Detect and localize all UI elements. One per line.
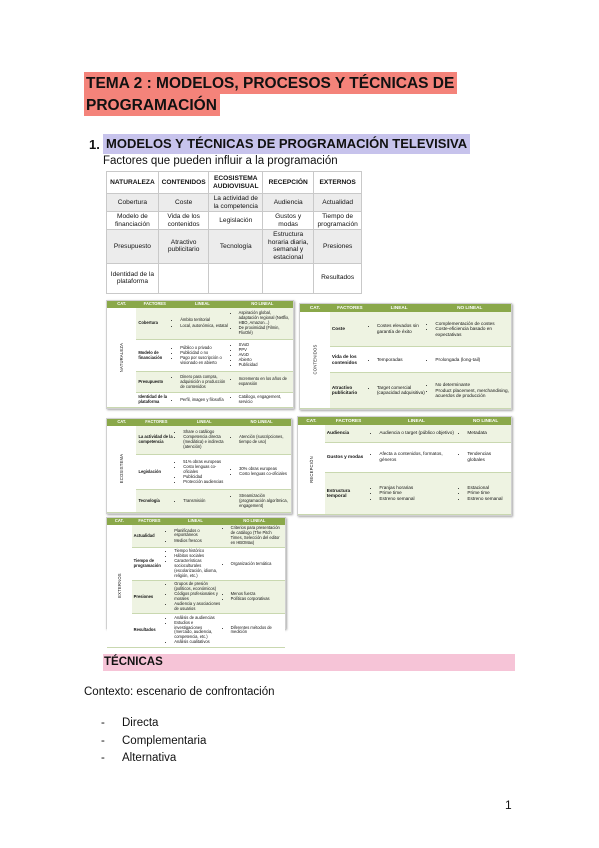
factor-cell: La actividad de la competencia [136,426,176,454]
detail-table-head [107,419,291,426]
detail-table-body [300,312,511,409]
detail-table-header: LINEAL [196,419,212,425]
externos-table [106,517,286,645]
bullet-list [226,526,283,546]
list-dash: - [101,717,105,729]
no-lineal-cell [428,312,511,347]
table-cell: Gustos y modas [263,212,314,230]
detail-table-header: FACTORES [143,301,166,307]
lineal-cell [372,425,460,442]
bullet-list [374,485,458,502]
factor-cell: Presupuesto [136,372,173,393]
detail-table-header: NO LINEAL [457,305,483,310]
detail-table-header-row [107,301,293,308]
factor-cell: Tecnología [136,490,176,513]
bullet-item: • Público o privado [180,346,229,351]
table-cell: Actualidad [314,194,362,212]
table-row [107,581,285,614]
detail-table-header-row [107,419,291,426]
bullet-list [169,582,221,612]
bullet-item: • Publicidad [239,363,291,368]
table-cell: La actividad de la competencia [209,194,263,212]
no-lineal-cell [232,392,293,407]
bullet-list [234,467,289,477]
category-label-cell [298,425,325,515]
bullet-list [169,549,221,579]
category-label: RECEPCIÓN [308,455,314,483]
detail-table-head [107,518,285,525]
bullet-item: • Atención (suscripciones, tiempo de uso) [239,435,289,445]
list-item-text: Alternativa [122,752,177,764]
factor-table-header: CONTENIDOS [158,172,209,194]
bullet-list [234,395,291,405]
bullet-item: • Costo lenguas co-oficiales [183,465,230,475]
list-item-text: Complementaria [122,735,207,747]
table-row [107,614,285,647]
lineal-cell [167,581,223,614]
factor-table [106,171,362,294]
factor-table-header: ECOSISTEMA AUDIOVISUAL [209,172,263,194]
detail-table-header: NO LINEAL [243,518,266,524]
detail-table [107,419,291,513]
list-item-text: Directa [122,717,159,729]
category-label: EXTERNOS [116,573,122,598]
factor-cell: Vida de los contenidos [330,347,370,372]
bullet-item: • Product placement, merchandising, acuerdos de producción [435,388,509,399]
bullet-item: • Análisis de audiencias [174,616,221,621]
no-lineal-cell [428,372,511,408]
bullet-item: • Planificados o espontáneos [174,529,221,539]
factor-cell: Atractivo publicitario [330,372,370,408]
bullet-list [430,357,509,363]
bullet-item: • De proximidad (Filmin, FlixOlé) [239,326,291,336]
detail-table-header: CAT. [309,305,320,310]
no-lineal-cell [232,339,293,372]
bullet-item: • Tiempo histórico [174,549,221,554]
lineal-cell [372,442,460,472]
no-lineal-cell [224,525,285,548]
lineal-cell [167,614,223,647]
bullet-item: • Diferentes métodos de medición [231,626,283,636]
no-lineal-cell [232,454,291,490]
bullet-item: • Características socioculturales (escolarización, idioma, religión, etc.) [174,559,221,579]
factor-cell: Tiempo de programación [132,548,168,581]
bullet-item: • Dinero para compra, adquisición o producción de contenidos [180,375,229,390]
lineal-cell [167,548,223,581]
bullet-item: • Complementación de costes [435,321,509,327]
bullet-list [175,375,229,390]
bullet-item: • Grupos de presión (políticos, económicos) [174,582,221,592]
bullet-item: • Organización temática [231,562,283,567]
table-cell [263,263,314,293]
lineal-cell [173,339,231,372]
bullet-list [178,430,230,450]
table-cell: Vida de los contenidos [158,212,209,230]
table-cell: Atractivo publicitario [158,230,209,263]
recepcion-table [297,416,512,516]
bullet-item: • Perfil, imagen y filosofía [180,398,229,403]
detail-table-header: FACTORES [335,418,362,423]
bullet-item: • Prime time [379,490,458,496]
detail-table-header: LINEAL [188,518,203,524]
bullet-item: • AVoD [239,353,291,358]
table-row [300,372,511,408]
table-cell: Identidad de la plataforma [107,263,159,293]
detail-table-header: CAT. [114,518,124,524]
bullet-item: • Metadata [467,430,509,436]
lineal-cell [173,308,231,339]
list-dash: - [101,735,105,747]
no-lineal-cell [232,372,293,393]
detail-table-head [298,417,511,425]
bullet-list [374,430,458,436]
table-cell: Modelo de financiación [107,212,159,230]
bullet-item: • Aspiración global, adaptación regional (Netflix, HBO, Amazon...) [239,311,291,326]
bullet-item: • Análisis cualitativos [174,640,221,645]
factor-cell: Resultados [132,614,168,647]
bullet-item: • Afecta a contenidos, formatos, géneros [379,451,458,462]
table-row [107,525,285,548]
bullet-list [226,562,283,567]
category-label-cell [107,426,136,513]
factor-cell: Coste [330,312,370,347]
table-row [300,312,511,347]
bullet-item: • Share o catálogo [183,430,230,435]
bullet-item: • Costo lenguas co-oficiales [239,472,289,477]
detail-table [300,304,511,409]
lineal-cell [176,490,232,513]
bullet-item: • Transmisión [183,499,230,504]
detail-table-header: LINEAL [407,418,425,423]
detail-table-body [107,426,291,513]
category-label: NATURALEZA [119,342,125,372]
section-number: 1. [89,137,100,152]
bullet-list [234,311,291,336]
lineal-cell [167,525,223,548]
detail-table-header-row [298,417,511,425]
bullet-list [178,460,230,485]
factors-subtitle: Factores que pueden influir a la programación [103,155,338,167]
factor-cell: Actualidad [132,525,168,548]
detail-table-head [300,304,511,312]
bullet-item: • Códigos profesionales y morales [174,592,221,602]
bullet-list [234,494,289,509]
no-lineal-cell [460,442,511,472]
bullet-item: • Competencia directa (mediática) e indirecta (atención) [183,435,230,450]
detail-table-header: FACTORES [138,518,161,524]
bullet-item: • Target comercial (capacidad adquisitiva) [377,385,427,396]
bullet-item: • Coste-eficiencia basado en expectativas [435,326,509,337]
bullet-item: • Políticas corporativas [231,597,283,602]
table-row [107,194,362,212]
detail-table-header: NO LINEAL [251,301,274,307]
factor-table-header: NATURALEZA [107,172,159,194]
category-label-cell [300,312,330,409]
detail-table-header: LINEAL [195,301,210,307]
detail-table-header-row [107,518,285,525]
table-row [107,263,362,293]
detail-table [107,518,285,648]
factor-cell: Cobertura [136,308,173,339]
lineal-cell [176,426,232,454]
table-row [298,472,511,514]
bullet-list [372,357,427,363]
bullet-item: • Ámbito territorial [180,318,229,323]
tecnicas-highlight-band [103,654,515,671]
bullet-item: • Audiencia o target (público objetivo) [379,430,458,436]
bullet-list [462,485,509,502]
no-lineal-cell [232,490,291,513]
table-row [107,548,285,581]
table-row [107,426,291,454]
bullet-item: • Protección audiencias [183,480,230,485]
table-cell: Resultados [314,263,362,293]
detail-table-header: NO LINEAL [473,418,499,423]
factor-cell: Estructura temporal [325,472,373,514]
bullet-item: • Estudios e investigaciones (mercado, audiencia, competencia, etc.) [174,621,221,641]
factor-cell: Gustos y modas [325,442,373,472]
bullet-item: • 51% obras europeas [183,460,230,465]
bullet-item: • Streamización (programación algorítmica, engagement) [239,494,289,509]
bullet-item: • Estreno semanal [467,496,509,502]
detail-table-body [107,525,285,647]
bullet-item: • Pago por suscripción o visionado en abierto [180,356,229,366]
list-dash: - [101,752,105,764]
ecosistema-table [106,418,292,514]
factor-table-header-row [107,172,362,194]
no-lineal-cell [232,308,293,339]
bullet-list [169,616,221,646]
table-cell [158,263,209,293]
table-cell: Coste [158,194,209,212]
lineal-cell [370,372,429,408]
bullet-item: • Criterios para presentación de catálogo (The Pitch Times, Selección del editor en HBOMax) [231,526,283,546]
category-label-cell [107,525,132,647]
bullet-list [226,626,283,636]
bullet-list [175,398,229,403]
factor-cell: Modelo de financiación [136,339,173,372]
bullet-item: • No determinante [435,382,509,388]
bullet-list [372,323,427,334]
bullet-item: • Menos fuerza [231,592,283,597]
detail-table-header: CAT. [117,301,127,307]
bullet-list [462,451,509,462]
detail-table-body [107,308,293,408]
bullet-list [175,318,229,328]
context-line: Contexto: escenario de confrontación [84,686,275,698]
bullet-list [175,346,229,366]
no-lineal-cell [224,581,285,614]
factor-cell: Identidad de la plataforma [136,392,173,407]
table-row [107,212,362,230]
bullet-item: • Incremento en los años de expansión [239,377,291,387]
lineal-cell [176,454,232,490]
table-cell [209,263,263,293]
category-label-cell [107,308,136,408]
detail-table-header: CAT. [117,419,127,425]
bullet-item: • Hábitos sociales [174,554,221,559]
bullet-list [234,435,289,445]
bullet-item: • Prime time [467,490,509,496]
no-lineal-cell [224,614,285,647]
detail-table [298,417,511,515]
lineal-cell [370,312,429,347]
section-heading: MODELOS Y TÉCNICAS DE PROGRAMACIÓN TELEVISIVA [103,134,470,154]
table-row [298,442,511,472]
category-label: ECOSISTEMA [119,453,125,484]
page-number: 1 [505,798,512,812]
bullet-list [430,382,509,399]
bullet-item: • Temporadas [377,357,427,363]
lineal-cell [372,472,460,514]
bullet-item: • Costes elevados sin garantía de éxito [377,323,427,334]
bullet-item: • Publicidad [183,475,230,480]
tecnicas-heading: TÉCNICAS [104,656,163,668]
table-cell: Tiempo de programación [314,212,362,230]
lineal-cell [173,392,231,407]
category-label: CONTENIDOS [312,344,318,375]
bullet-list [178,499,230,504]
bullet-item: • Estacional [467,485,509,491]
naturaleza-table [106,300,294,409]
table-row [107,308,293,339]
table-row [107,230,362,263]
bullet-list [462,430,509,436]
bullet-item: • Abierto [239,358,291,363]
lineal-cell [370,347,429,372]
no-lineal-cell [428,347,511,372]
bullet-list [234,343,291,368]
bullet-list [430,321,509,338]
bullet-list [372,385,427,396]
table-cell: Tecnología [209,230,263,263]
no-lineal-cell [232,426,291,454]
no-lineal-cell [460,425,511,442]
bullet-item: • Tendencias globales [467,451,509,462]
detail-table-header: NO LINEAL [250,419,273,425]
bullet-item: • Estreno semanal [379,496,458,502]
bullet-item: • Franjas horarias [379,485,458,491]
document-title-line-1: TEMA 2 : MODELOS, PROCESOS Y TÉCNICAS DE [84,72,457,94]
factor-cell: Audiencia [325,425,373,442]
bullet-item: • SVoD [239,343,291,348]
bullet-item: • 30% obras europeas [239,467,289,472]
bullet-item: • Medios frescos [174,539,221,544]
bullet-list [374,451,458,462]
detail-table-header: LINEAL [390,305,408,310]
detail-table-header: FACTORES [145,419,168,425]
table-cell: Cobertura [107,194,159,212]
lineal-cell [173,372,231,393]
detail-table-header-row [300,304,511,312]
detail-table-header: CAT. [306,418,317,423]
table-cell: Presupuesto [107,230,159,263]
bullet-item: • Audiencia y asociaciones de usuarios [174,602,221,612]
detail-table-body [298,425,511,515]
bullet-item: • Publicidad o no [180,351,229,356]
no-lineal-cell [460,472,511,514]
detail-table [107,301,293,408]
factor-cell: Presiones [132,581,168,614]
bullet-list [226,592,283,602]
table-cell: Audiencia [263,194,314,212]
bullet-list [234,377,291,387]
table-cell: Estructura horaria diaria, semanal y estacional [263,230,314,263]
bullet-item: • Local, autonómica, estatal [180,324,229,329]
table-row [300,347,511,372]
factor-table-header: EXTERNOS [314,172,362,194]
bullet-item: • Prolongada (long-tail) [435,357,509,363]
bullet-item: • Catálogo, engagement, servicio [239,395,291,405]
factor-table-header: RECEPCIÓN [263,172,314,194]
no-lineal-cell [224,548,285,581]
bullet-item: • PPV [239,348,291,353]
contenidos-table [299,303,512,410]
detail-table-head [107,301,293,308]
table-cell: Legislación [209,212,263,230]
bullet-list [169,529,221,544]
detail-table-header: FACTORES [337,305,363,310]
document-title-line-2: PROGRAMACIÓN [84,94,220,116]
table-row [298,425,511,442]
table-cell: Presiones [314,230,362,263]
factor-cell: Legislación [136,454,176,490]
